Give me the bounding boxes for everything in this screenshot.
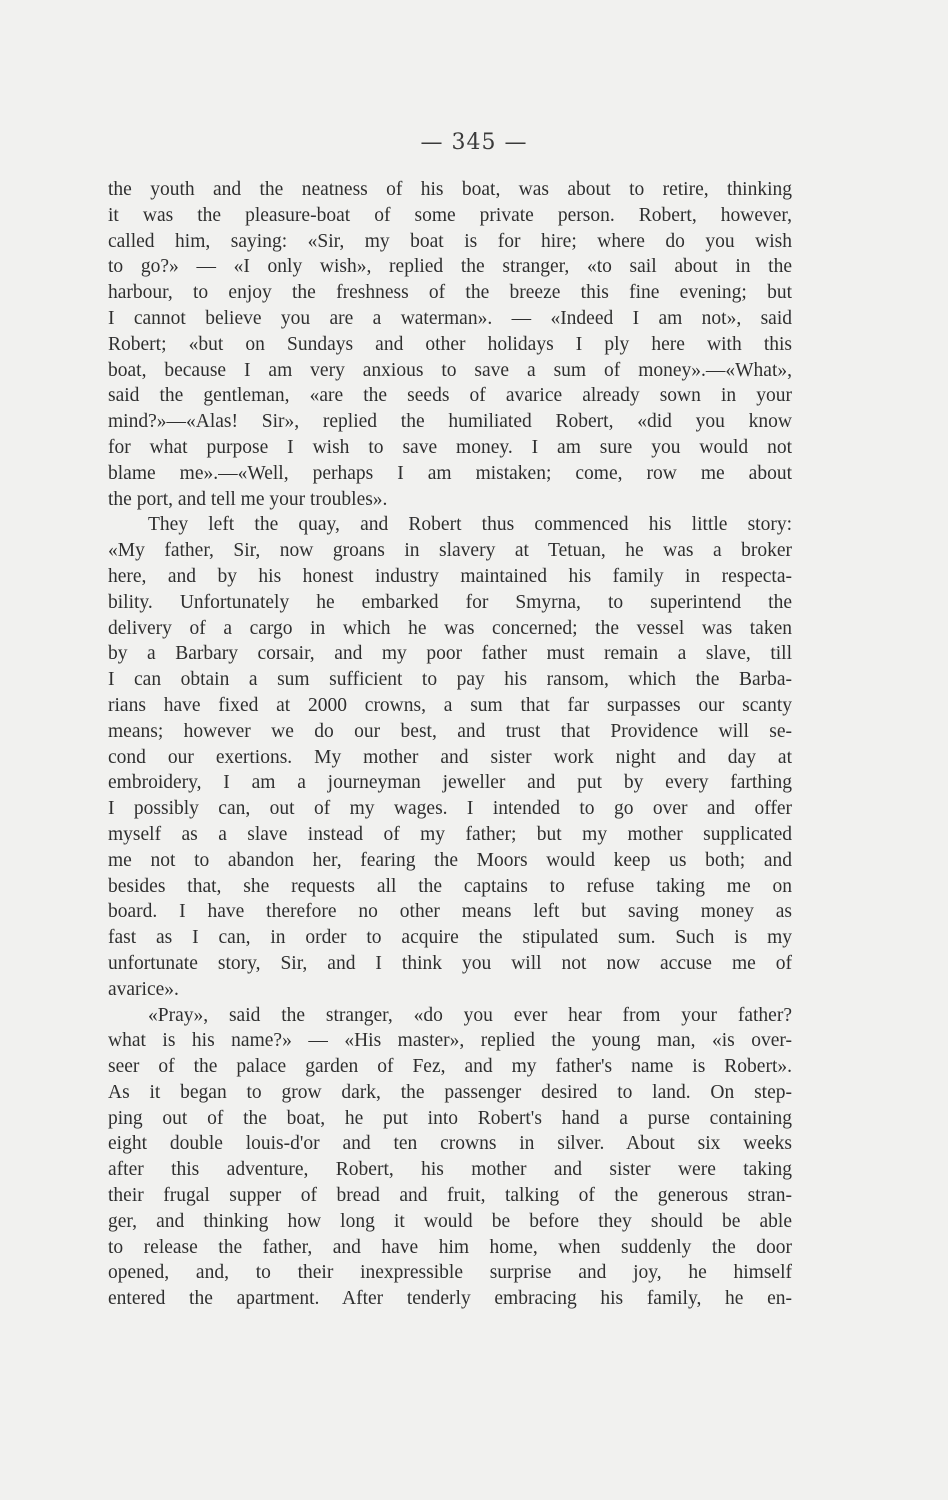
text-line: here, and by his honest industry maintained his family in respecta- [108,565,792,587]
text-line: As it began to grow dark, the passenger desired to land. On step- [108,1081,792,1103]
text-line: opened, and, to their inexpressible surprise and joy, he himself [108,1262,792,1284]
text-line: myself as a slave instead of my father; but my mother supplicated [108,823,792,845]
text-line: called him, saying: «Sir, my boat is for hire; where do you wish [108,230,792,252]
text-line: harbour, to enjoy the freshness of the breeze this fine evening; but [108,282,792,304]
text-line: unfortunate story, Sir, and I think you will not now accuse me of [108,952,792,974]
text-line: Robert; «but on Sundays and other holidays I ply here with this [108,333,792,355]
text-line: what is his name?» — «His master», replied the young man, «is over- [108,1030,792,1052]
text-line: besides that, she requests all the captains to refuse taking me on [108,875,792,897]
text-line: by a Barbary corsair, and my poor father must remain a slave, till [108,643,792,665]
text-line: bility. Unfortunately he embarked for Smyrna, to superintend the [108,591,792,613]
text-line: their frugal supper of bread and fruit, talking of the generous stran- [108,1185,792,1207]
text-line: the port, and tell me your troubles». [108,488,388,510]
text-line: board. I have therefore no other means left but saving money as [108,901,792,923]
text-line: I possibly can, out of my wages. I intended to go over and offer [108,798,792,820]
text-line: ger, and thinking how long it would be before they should be able [108,1210,792,1232]
text-line: «Pray», said the stranger, «do you ever hear from your father? [148,1004,792,1026]
text-line: said the gentleman, «are the seeds of avarice already sown in your [108,385,792,407]
text-line: They left the quay, and Robert thus commenced his little story: [148,514,792,536]
text-line: to release the father, and have him home, when suddenly the door [108,1236,792,1258]
text-line: rians have fixed at 2000 crowns, a sum that far surpasses our scanty [108,694,792,716]
text-line: seer of the palace garden of Fez, and my father's name is Robert». [108,1056,792,1078]
body-text [108,177,792,1312]
text-line: after this adventure, Robert, his mother and sister were taking [108,1159,792,1181]
text-line: to go?» — «I only wish», replied the stranger, «to sail about in the [108,256,792,278]
text-line: I cannot believe you are a waterman». — «Indeed I am not», said [108,307,792,329]
page-number: — 345 — [420,130,528,155]
text-line: entered the apartment. After tenderly embracing his family, he en- [108,1288,792,1310]
text-line: cond our exertions. My mother and sister work night and day at [108,746,792,768]
text-line: the youth and the neatness of his boat, was about to retire, thinking [108,179,792,200]
text-line: me not to abandon her, fearing the Moors would keep us both; and [108,849,792,871]
text-line: eight double louis-d'or and ten crowns in silver. About six weeks [108,1133,792,1155]
text-line: fast as I can, in order to acquire the stipulated sum. Such is my [108,927,792,949]
text-line: it was the pleasure-boat of some private person. Robert, however, [108,204,792,226]
text-line: means; however we do our best, and trust that Providence will se- [108,720,792,742]
text-line: boat, because I am very anxious to save a sum of money».—«What», [108,359,792,381]
text-line: avarice». [108,978,179,1000]
text-line: ping out of the boat, he put into Robert's hand a purse containing [108,1107,792,1129]
text-line: for what purpose I wish to save money. I am sure you would not [108,436,792,458]
text-line: «My father, Sir, now groans in slavery at Tetuan, he was a broker [108,540,792,562]
text-line: delivery of a cargo in which he was concerned; the vessel was taken [108,617,792,639]
text-line: blame me».—«Well, perhaps I am mistaken; come, row me about [108,462,792,484]
text-line: embroidery, I am a journeyman jeweller and put by every farthing [108,772,792,794]
text-line: I can obtain a sum sufficient to pay his ransom, which the Barba- [108,669,792,691]
text-line: mind?»—«Alas! Sir», replied the humiliated Robert, «did you know [108,411,792,433]
